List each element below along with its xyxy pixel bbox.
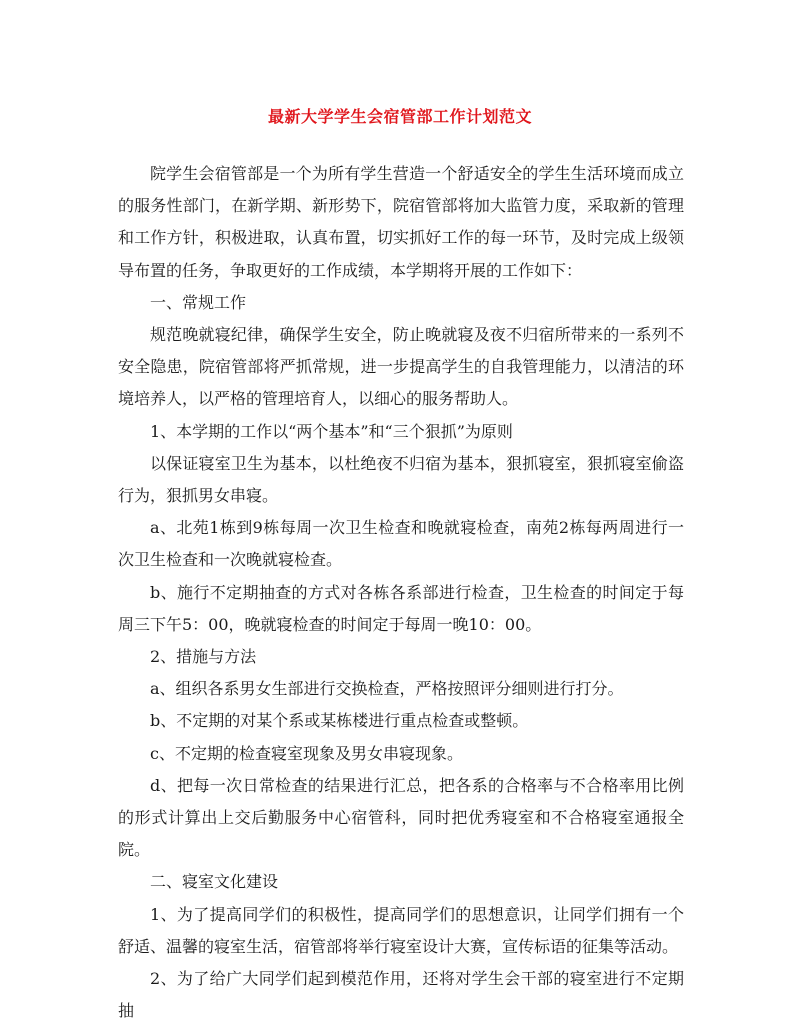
list-item: a、北苑1栋到9栋每周一次卫生检查和晚就寝检查，南苑2栋每两周进行一次卫生检查和一次晚就寝检查。 [118,518,684,570]
list-item: b、施行不定期抽查的方式对各栋各系部进行检查，卫生检查的时间定于每周三下午5：00，晚就寝检查的时间定于每周一晚10：00。 [118,582,684,634]
document-body [118,158,684,1027]
document-title: 最新大学学生会宿管部工作计划范文 [267,107,532,126]
list-item: 1、为了提高同学们的积极性，提高同学们的思想意识，让同学们拥有一个舒适、温馨的寝室生活，宿管部将举行寝室设计大赛，宣传标语的征集等活动。 [118,904,684,956]
subsection-heading: 1、本学期的工作以“两个基本”和“三个狠抓”为原则 [150,421,513,441]
paragraph: 以保证寝室卫生为基本，以杜绝夜不归宿为基本，狠抓寝室，狠抓寝室偷盗行为，狠抓男女串寝。 [118,453,684,506]
paragraph: 院学生会宿管部是一个为所有学生营造一个舒适安全的学生生活环境而成立的服务性部门，在新学期、新形势下，院宿管部将加大监管力度，采取新的管理和工作方针，积极进取，认真布置，切实抓好工作的每一环节，及时完成上级领导布置的任务，争取更好的工作成绩，本学期将开展的工作如下： [118,164,684,280]
section-heading: 一、常规工作 [150,292,247,312]
list-item: d、把每一次日常检查的结果进行汇总，把各系的合格率与不合格率用比例的形式计算出上交后勤服务中心宿管科，同时把优秀寝室和不合格寝室通报全院。 [118,775,684,860]
list-item: a、组织各系男女生部进行交换检查，严格按照评分细则进行打分。 [150,679,624,699]
subsection-heading: 2、措施与方法 [150,647,257,667]
paragraph: 规范晚就寝纪律，确保学生安全，防止晚就寝及夜不归宿所带来的一系列不安全隐患，院宿管部将严抓常规，进一步提高学生的自我管理能力，以清洁的环境培养人，以严格的管理培育人，以细心的服务帮助人。 [118,325,684,409]
list-item: c、不定期的检查寝室现象及男女串寝现象。 [150,743,463,763]
section-heading: 二、寝室文化建设 [150,872,279,892]
list-item: b、不定期的对某个系或某栋楼进行重点检查或整顿。 [150,711,529,731]
list-item: 2、为了给广大同学们起到模范作用，还将对学生会干部的寝室进行不定期抽 [118,969,684,1021]
